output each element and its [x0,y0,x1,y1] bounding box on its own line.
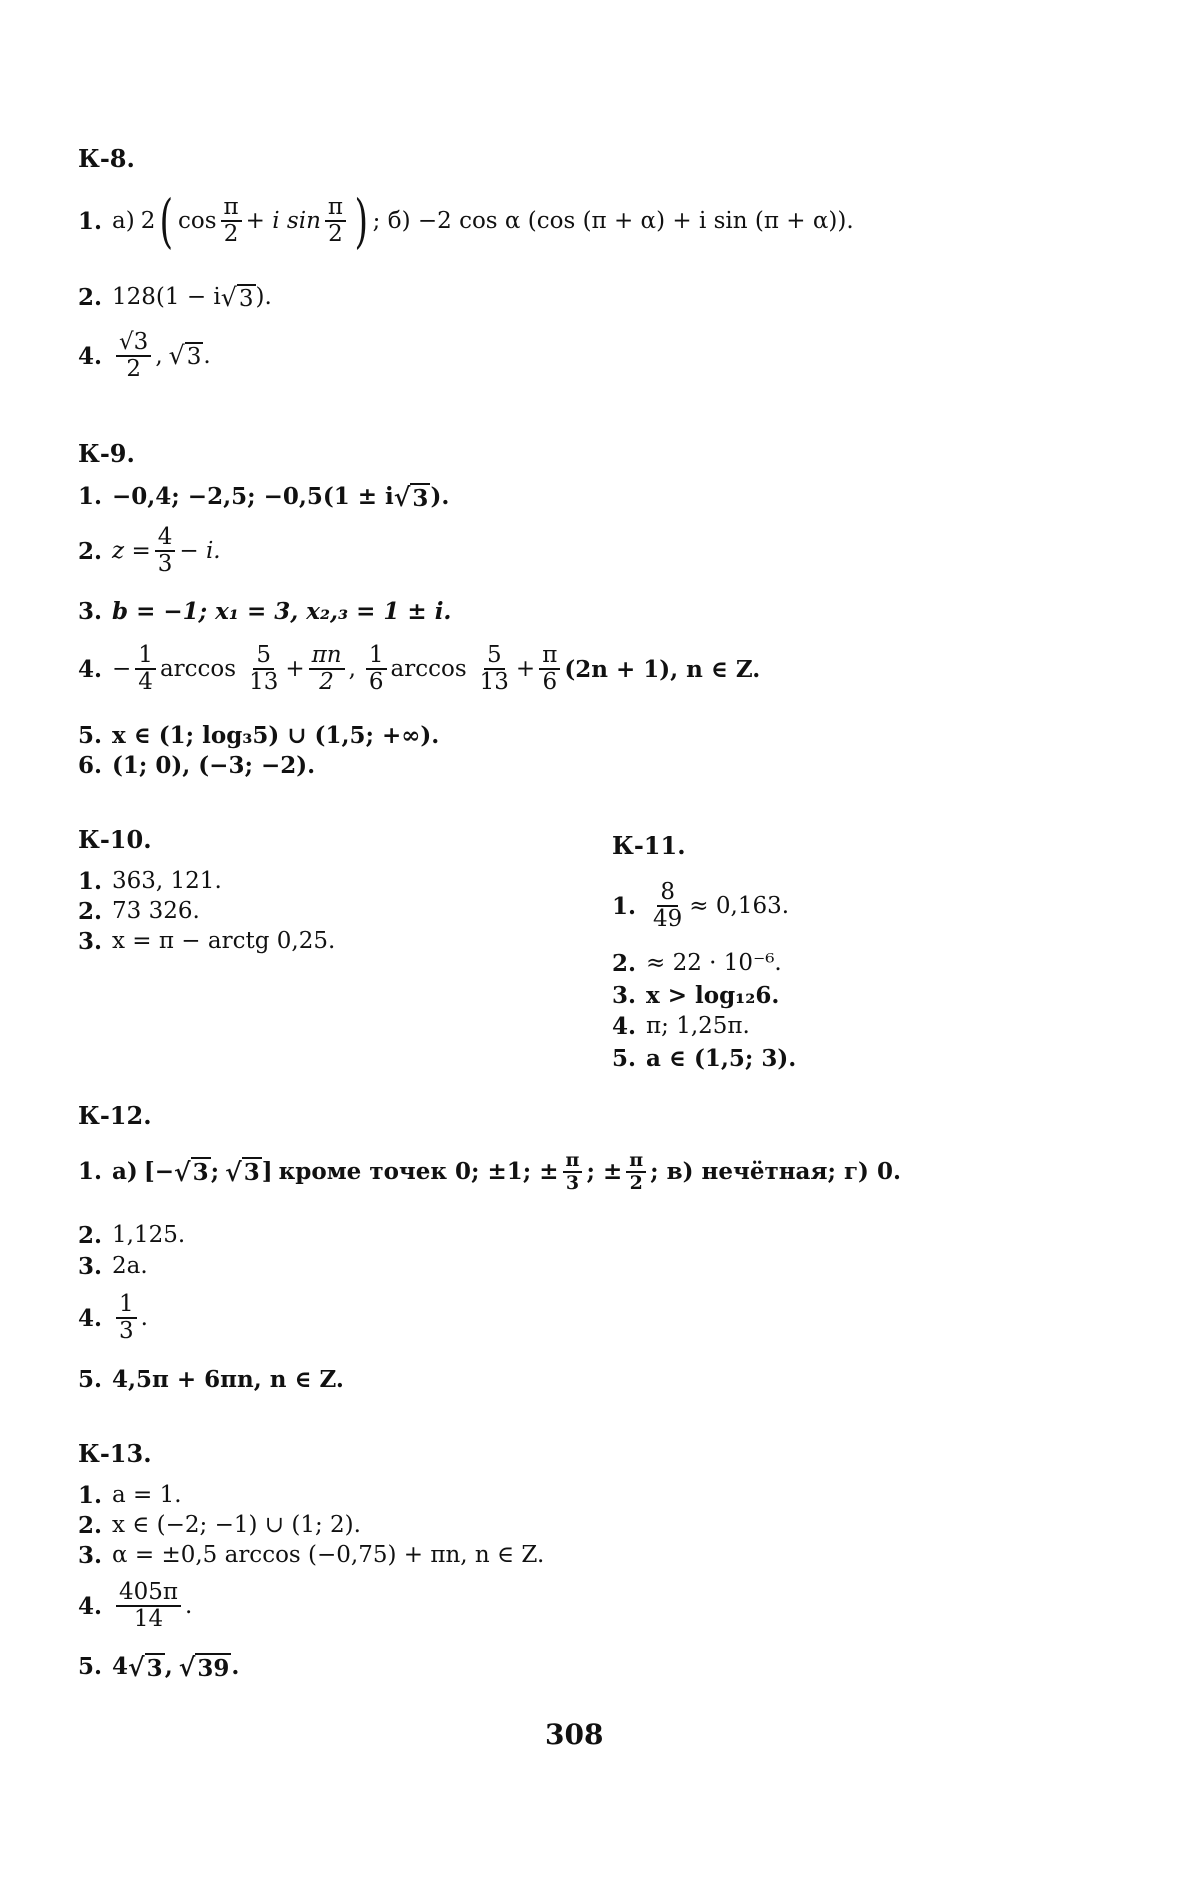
k12-answer-2 [78,1222,185,1250]
answer-text: (1; 0), (−3; −2). [112,752,316,779]
denominator: 3 [119,1318,134,1345]
arccos-text: arccos [390,655,467,682]
denominator: 13 [249,669,279,696]
item-number: 2. [78,537,103,565]
k10-answer-3 [78,928,335,956]
item-number: 5. [78,1366,103,1393]
item-number: 1. [78,1482,103,1509]
radicand: 3 [186,343,202,370]
separator: , [164,1653,173,1681]
k8-answer-4 [78,330,211,383]
section-title-k9: К-9. [78,439,135,468]
k9-answer-2 [78,525,221,578]
answer-text: a ∈ (1,5; 3). [646,1045,797,1072]
item-number: 2. [78,1512,103,1539]
k8-answer-2 [78,283,272,313]
item-number: 3. [78,928,103,955]
k9-answer-5 [78,722,439,750]
numerator: 1 [366,643,387,670]
item-number: 5. [78,1653,103,1681]
item-number: 2. [78,284,103,312]
answer-text: ; в) нечётная; г) 0. [650,1158,901,1186]
answer-text: 4,5π + 6πn, n ∈ Z. [112,1366,344,1393]
k11-answer-2 [612,950,782,978]
fraction [309,643,345,696]
coefficient: 2 [140,207,156,234]
denominator: 6 [542,669,558,696]
page-number: 308 [545,1718,604,1751]
answer-text: − i. [179,537,221,564]
sin-text: + i sin [245,207,321,234]
k13-answer-1 [78,1482,182,1510]
numerator: π [539,643,560,670]
k13-answer-3 [78,1542,544,1570]
denominator: 2 [223,221,239,248]
item-number: 2. [78,1222,103,1249]
section-title-k12: К-12. [78,1101,152,1130]
denominator: 13 [479,669,509,696]
answer-text: α = ±0,5 arccos (−0,75) + πn, n ∈ Z. [112,1542,545,1568]
answer-text: π; 1,25π. [646,1013,750,1039]
item-number: 4. [78,655,103,683]
item-number: 5. [612,1045,637,1072]
numerator: π [325,195,346,222]
sqrt: √ 3 [128,1652,163,1682]
fraction [539,643,560,696]
k11-answer-4 [612,1013,750,1041]
right-paren: ) [354,187,369,256]
numerator: π [221,195,242,222]
terminator: . [140,1304,148,1331]
fraction [325,195,346,248]
fraction [477,643,512,696]
fraction [116,1580,181,1633]
numerator: 5 [484,643,505,670]
answer-text: b = −1; x₁ = 3, x₂,₃ = 1 ± i. [112,598,452,625]
k13-answer-4 [78,1580,192,1633]
separator: , [155,342,163,369]
item-number: 3. [612,982,637,1009]
item-number: 4. [612,1013,637,1040]
denominator: 3 [157,551,173,578]
sqrt: √ 3 [225,1156,260,1187]
sqrt: √ 3 [220,283,254,312]
part-label: а) [112,207,135,234]
k9-answer-6 [78,752,315,780]
item-number: 4. [78,342,103,370]
fraction [246,643,281,696]
k12-answer-1 [78,1150,901,1194]
item-number: 5. [78,722,103,749]
answer-text: x = π − arctg 0,25. [112,928,336,954]
fraction [116,330,151,383]
radicand: 39 [197,1654,230,1682]
fraction [155,525,176,578]
fraction [626,1150,646,1194]
answer-text: кроме точек 0; ±1; ± [278,1158,559,1186]
numerator: 405π [116,1580,181,1607]
answer-text: 363, 121. [112,868,222,894]
item-number: 1. [78,868,103,895]
k12-answer-5 [78,1366,344,1394]
radicand: 3 [243,1159,260,1187]
answer-text: ). [255,284,272,311]
numerator: 1 [116,1292,137,1319]
item-number: 1. [78,483,103,511]
answer-text: ≈ 0,163. [689,892,790,919]
k9-answer-1 [78,482,449,512]
numerator: √3 [116,330,151,357]
fraction [650,880,685,933]
answer-text: ). [430,483,450,511]
denominator: 2 [328,221,343,248]
section-title-k10: К-10. [78,825,152,854]
operator: + [515,655,536,682]
fraction [116,1292,137,1345]
radicand: 3 [412,484,429,512]
k9-answer-3 [78,598,451,626]
item-number: 1. [78,207,103,235]
item-number: 4. [78,1304,103,1332]
k11-answer-1 [612,880,789,933]
arccos-text: arccos [159,655,237,682]
fraction [135,643,156,696]
answer-text: ; б) −2 cos α (cos (π + α) + i sin (π + α)). [372,207,854,234]
numerator: π [626,1150,646,1173]
denominator: 2 [319,669,334,696]
denominator: 14 [133,1606,164,1633]
denominator: 4 [138,669,153,696]
k11-answer-5 [612,1045,796,1073]
bracket: [− [143,1158,174,1186]
item-number: 3. [78,1253,103,1280]
terminator: . [231,1653,240,1681]
radicand: 3 [192,1159,209,1187]
numerator: 5 [253,643,274,670]
denominator: 49 [653,906,683,933]
section-title-k11: К-11. [612,831,686,860]
answer-text: z = [112,537,151,564]
answer-text: −0,4; −2,5; −0,5(1 ± i [112,483,394,511]
separator: ; [210,1158,220,1186]
radicand: 3 [146,1654,163,1682]
fraction [563,1150,583,1194]
part-label: а) [112,1158,138,1186]
answer-text: ≈ 22 · 10⁻⁶. [646,950,782,976]
denominator: 3 [565,1171,580,1194]
answer-text: a = 1. [112,1482,182,1508]
item-number: 6. [78,752,103,779]
sqrt: √ 3 [393,482,429,512]
item-number: 1. [612,892,637,920]
item-number: 2. [612,950,637,977]
item-number: 4. [78,1592,103,1620]
answer-text: x > log₁₂6. [646,982,780,1009]
numerator: π [563,1150,583,1173]
numerator: 1 [135,643,156,670]
sqrt: √ 39 [178,1652,230,1682]
k11-answer-3 [612,982,779,1010]
answer-text: 1,125. [112,1222,186,1248]
item-number: 3. [78,1542,103,1569]
numerator: 8 [657,880,678,907]
k12-answer-4 [78,1292,148,1345]
separator: , [348,655,356,682]
k13-answer-5 [78,1652,239,1682]
fraction [221,195,242,248]
coefficient: 4 [112,1653,129,1681]
bracket: ] [261,1158,273,1186]
k10-answer-2 [78,898,200,926]
cos-text: cos [177,207,217,234]
sign: − [112,655,132,682]
operator: + [285,655,305,682]
sqrt: √ 3 [173,1156,209,1187]
answer-text: ; ± [586,1158,623,1186]
item-number: 1. [78,1158,103,1186]
answer-text: x ∈ (1; log₃5) ∪ (1,5; +∞). [112,722,440,749]
k9-answer-4 [78,643,760,696]
numerator: πn [309,643,345,670]
k12-answer-3 [78,1253,148,1281]
k13-answer-2 [78,1512,361,1540]
answer-text: 128(1 − i [112,284,221,311]
sqrt: √ 3 [168,341,202,371]
section-title-k8: К-8. [78,144,135,173]
item-number: 2. [78,898,103,925]
answer-text: x ∈ (−2; −1) ∪ (1; 2). [112,1512,361,1538]
k10-answer-1 [78,868,222,896]
answer-text: (2n + 1), n ∈ Z. [564,655,761,683]
numerator: 4 [155,525,176,552]
denominator: 2 [629,1171,643,1194]
section-title-k13: К-13. [78,1439,152,1468]
radicand: 3 [238,285,254,312]
answer-text: 2a. [112,1253,148,1279]
fraction [366,643,387,696]
terminator: . [185,1592,193,1619]
answer-text: 73 326. [112,898,200,924]
item-number: 3. [78,598,103,625]
terminator: . [203,342,211,369]
k8-answer-1 [78,187,854,256]
denominator: 2 [126,356,141,383]
denominator: 6 [368,669,384,696]
left-paren: ( [159,187,174,256]
